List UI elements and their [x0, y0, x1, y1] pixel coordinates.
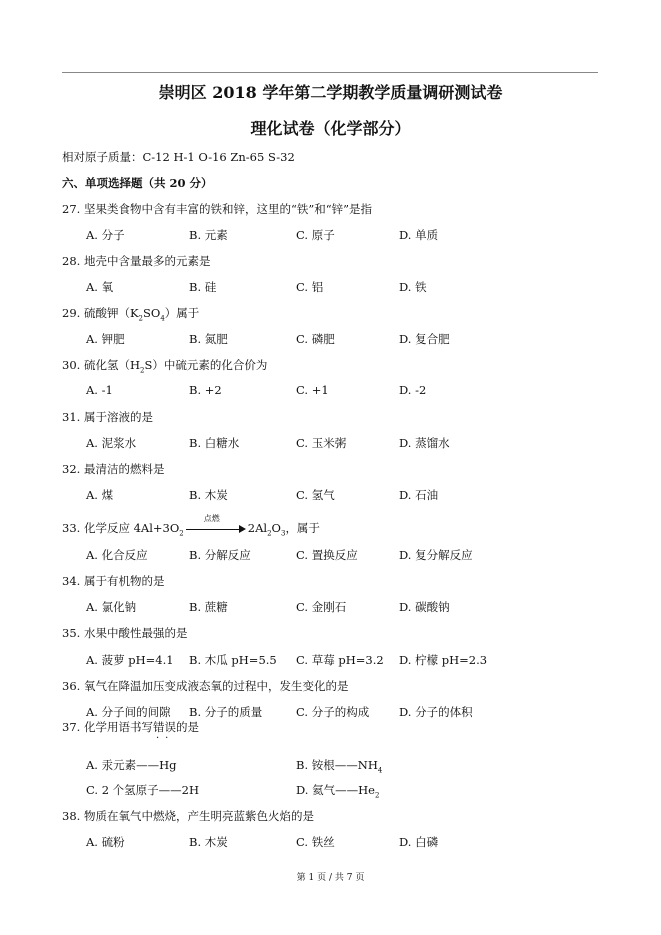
question-30: 30. 硫化氢$(H_2S)$中硫元素的化合价为 — [62, 358, 268, 375]
q27-option-d: D. 单质 — [399, 228, 439, 242]
q34-option-a: A. 氯化钠 — [86, 600, 137, 614]
q37-option-d: D. 氦气$——He_2$ — [296, 783, 380, 800]
q32-option-d: D. 石油 — [399, 488, 439, 502]
q35-option-b: B. 木瓜 pH=5.5 — [189, 653, 277, 667]
q38-option-d: D. 白磷 — [399, 835, 439, 849]
header-rule — [62, 72, 598, 73]
q38-option-c: C. 铁丝 — [296, 835, 335, 849]
exam-subtitle: 理化试卷（化学部分） — [250, 119, 411, 138]
q28-option-d: D. 铁 — [399, 280, 427, 294]
question-31: 31. 属于溶液的是 — [62, 410, 153, 424]
q31-option-a: A. 泥浆水 — [86, 436, 137, 450]
q36-option-d: D. 分子的体积 — [399, 705, 473, 719]
q32-option-a: A. 煤 — [86, 488, 114, 502]
q36-option-a: A. 分子间的间隙 — [86, 705, 171, 719]
q35-option-d: D. 柠檬 pH=2.3 — [399, 653, 488, 667]
q34-option-c: C. 金刚石 — [296, 600, 347, 614]
q37-option-b: B. 铵根$——NH_4$ — [296, 758, 383, 775]
q36-option-c: C. 分子的构成 — [296, 705, 370, 719]
q33-option-a: A. 化合反应 — [86, 548, 148, 562]
q35-option-a: A. 菠萝 pH=4.1 — [86, 653, 174, 667]
q29-option-a: A. 钾肥 — [86, 332, 125, 346]
question-27: 27. 坚果类食物中含有丰富的铁和锌，这里的“铁”和“锌”是指 — [62, 202, 372, 216]
q31-option-c: C. 玉米粥 — [296, 436, 347, 450]
question-37: 37. 化学用语书写错误的是 — [62, 720, 199, 734]
section-heading: 六、单项选择题（共 20 分） — [62, 176, 213, 190]
q38-option-a: A. 硫粉 — [86, 835, 125, 849]
q31-option-b: B. 白糖水 — [189, 436, 240, 450]
q28-option-b: B. 硅 — [189, 280, 217, 294]
q28-option-c: C. 铝 — [296, 280, 324, 294]
question-33: 33. 化学反应 $4Al+3O_2$ 点燃 $2Al_2O_3$，属于 — [62, 514, 320, 538]
q30-option-a: A. -1 — [86, 383, 113, 397]
q27-option-b: B. 元素 — [189, 228, 228, 242]
q33-option-b: B. 分解反应 — [189, 548, 251, 562]
question-38: 38. 物质在氧气中燃烧，产生明亮蓝紫色火焰的是 — [62, 809, 314, 823]
q38-option-b: B. 木炭 — [189, 835, 228, 849]
q34-option-b: B. 蔗糖 — [189, 600, 228, 614]
q36-option-b: B. 分子的质量 — [189, 705, 263, 719]
question-32: 32. 最清洁的燃料是 — [62, 462, 165, 476]
q35-option-c: C. 草莓 pH=3.2 — [296, 653, 384, 667]
question-29: 29. 硫酸钾$(K_2SO_4)$属于 — [62, 306, 200, 323]
q30-option-c: C. +1 — [296, 383, 329, 397]
question-35: 35. 水果中酸性最强的是 — [62, 626, 188, 640]
q33-option-c: C. 置换反应 — [296, 548, 358, 562]
q37-option-c: C. 2 个氢原子——2H — [86, 783, 200, 797]
q29-option-d: D. 复合肥 — [399, 332, 450, 346]
q30-option-d: D. -2 — [399, 383, 427, 397]
q33-option-d: D. 复分解反应 — [399, 548, 473, 562]
reaction-arrow-icon: 点燃 — [186, 524, 246, 534]
emphasis-dots: ·· — [156, 733, 175, 744]
q32-option-c: C. 氢气 — [296, 488, 335, 502]
q27-option-a: A. 分子 — [86, 228, 125, 242]
q32-option-b: B. 木炭 — [189, 488, 228, 502]
q29-option-b: B. 氮肥 — [189, 332, 228, 346]
q29-option-c: C. 磷肥 — [296, 332, 335, 346]
question-36: 36. 氧气在降温加压变成液态氧的过程中，发生变化的是 — [62, 679, 349, 693]
q34-option-d: D. 碳酸钠 — [399, 600, 450, 614]
question-34: 34. 属于有机物的是 — [62, 574, 165, 588]
atomic-masses: 相对原子质量：C-12 H-1 O-16 Zn-65 S-32 — [62, 150, 295, 164]
exam-title: 崇明区 2018 学年第二学期教学质量调研测试卷 — [158, 83, 503, 102]
q30-option-b: B. +2 — [189, 383, 222, 397]
question-28: 28. 地壳中含量最多的元素是 — [62, 254, 211, 268]
q37-option-a: A. 汞元素——Hg — [86, 758, 177, 772]
q31-option-d: D. 蒸馏水 — [399, 436, 450, 450]
q27-option-c: C. 原子 — [296, 228, 335, 242]
q28-option-a: A. 氧 — [86, 280, 114, 294]
page-footer: 第 1 页 / 共 7 页 — [296, 873, 365, 883]
